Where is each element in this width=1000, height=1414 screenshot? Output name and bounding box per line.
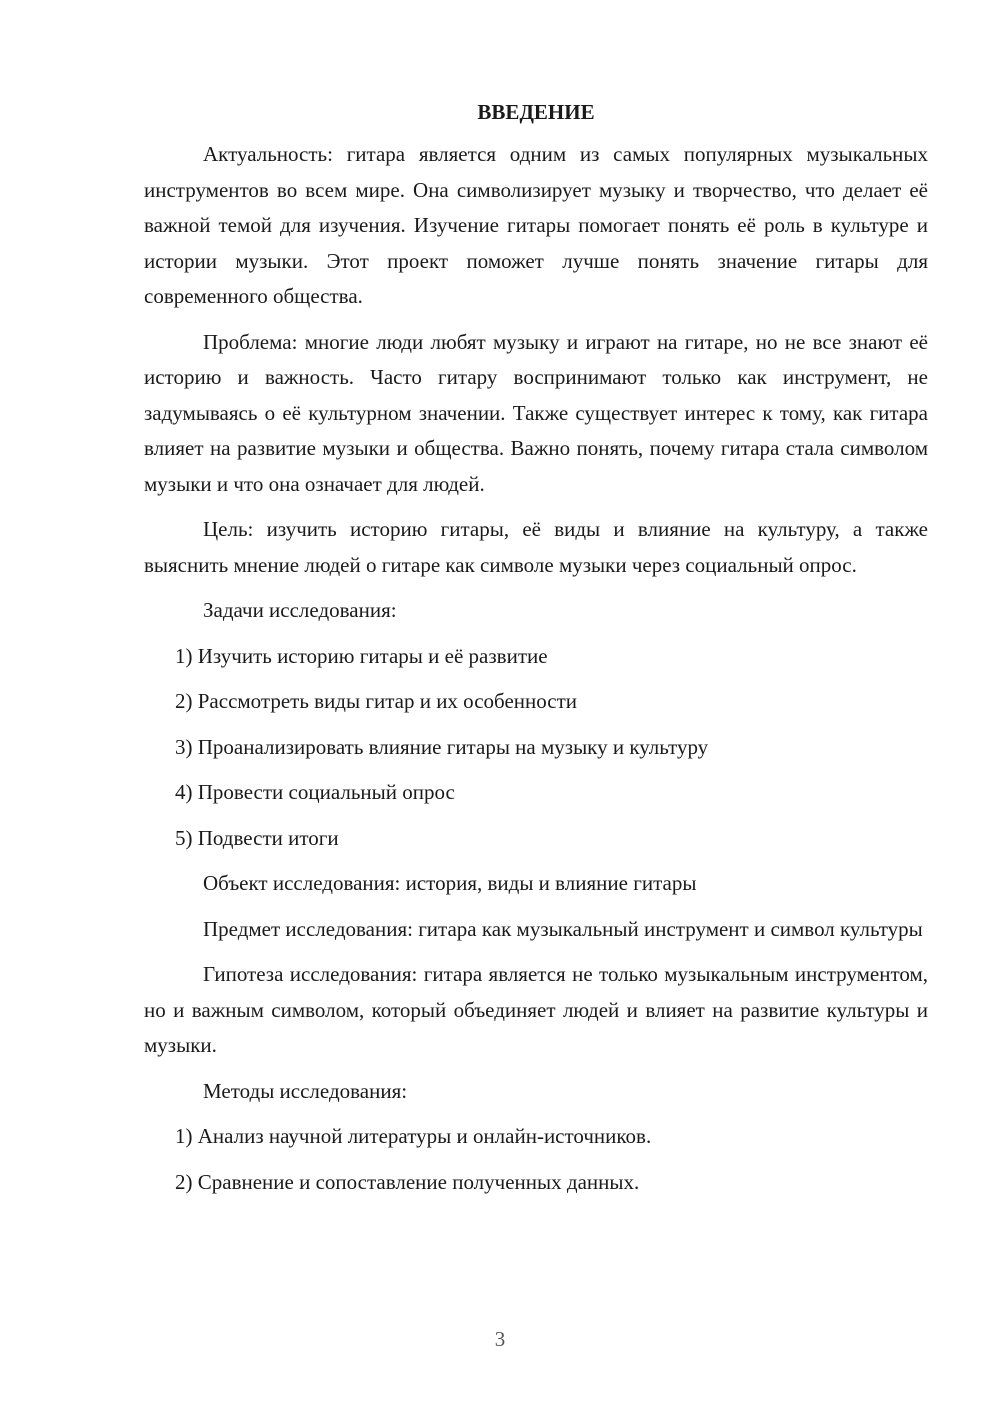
list-item: 2) Сравнение и сопоставление полученных данных.	[175, 1169, 640, 1194]
paragraph-object: Объект исследования: история, виды и влияние гитары	[203, 871, 697, 895]
paragraph-goal: Цель: изучить историю гитары, её виды и влияние на культуру, а также выяснить мнение людей о гитаре как символе музыки через социальный опрос.	[144, 517, 928, 577]
paragraph-problem: Проблема: многие люди любят музыку и играют на гитаре, но не все знают её историю и важность. Часто гитару воспринимают только как инструмент, не задумываясь о её культурном значении. Также существует интерес к тому, как гитара влияет на развитие музыки и общества. Важно понять, почему гитара стала символом музыки и что она означает для людей.	[144, 329, 928, 496]
paragraph-subject: Предмет исследования: гитара как музыкальный инструмент и символ культуры	[203, 916, 923, 941]
section-title: ВВЕДЕНИЕ	[477, 100, 595, 124]
tasks-list	[144, 639, 928, 857]
methods-heading: Методы исследования:	[203, 1078, 408, 1103]
list-item: 1) Анализ научной литературы и онлайн-источников.	[175, 1124, 652, 1148]
list-item: 3) Проанализировать влияние гитары на музыку и культуру	[175, 734, 709, 759]
paragraph-relevance: Актуальность: гитара является одним из самых популярных музыкальных инструментов во всем мире. Она символизирует музыку и творчество, что делает её важной темой для изучения. Изучение гитары помогает понять её роль в культуре и истории музыки. Этот проект поможет лучше понять значение гитары для современного общества.	[144, 142, 928, 308]
list-item: 1) Изучить историю гитары и её развитие	[175, 643, 548, 668]
list-item: 4) Провести социальный опрос	[175, 780, 455, 804]
methods-list	[144, 1119, 928, 1200]
paragraph-hypothesis: Гипотеза исследования: гитара является не только музыкальным инструментом, но и важным символом, который объединяет людей и влияет на развитие культуры и музыки.	[144, 962, 928, 1057]
tasks-heading: Задачи исследования:	[203, 598, 397, 622]
document-page	[144, 96, 928, 1210]
list-item: 5) Подвести итоги	[175, 825, 339, 850]
page-number: 3	[494, 1327, 506, 1351]
list-item: 2) Рассмотреть виды гитар и их особенности	[175, 689, 577, 713]
